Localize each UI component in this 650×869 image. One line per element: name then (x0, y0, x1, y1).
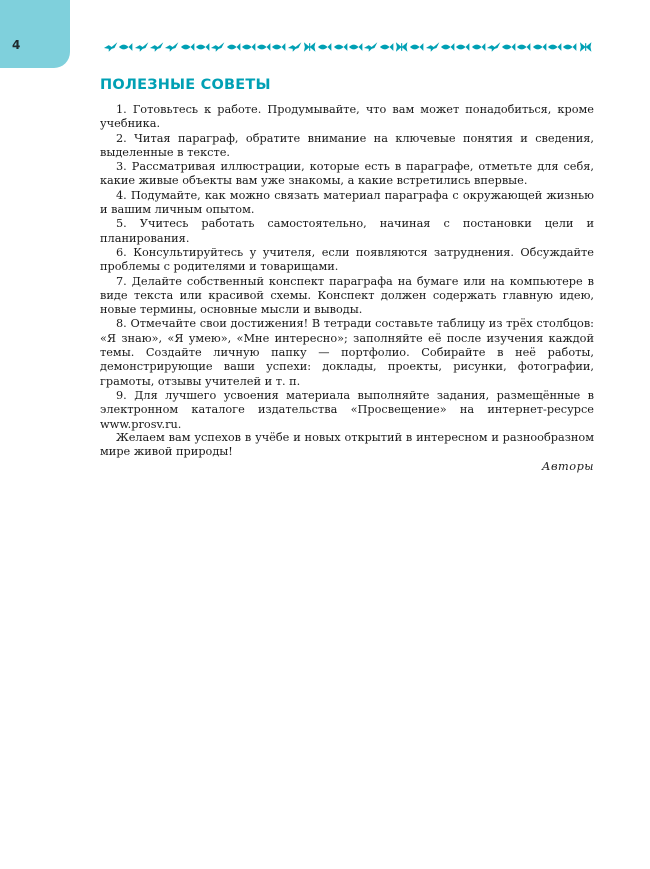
authors-signature: Авторы (541, 460, 594, 473)
bird-icon (287, 40, 302, 54)
closing-wish: Желаем вам успехов в учёбе и новых открытий в интересном и разнообразном мире живой природы! (100, 431, 594, 459)
bird-icon (149, 40, 164, 54)
tips-list (100, 103, 594, 432)
bird-icon (425, 40, 440, 54)
fish-icon (501, 40, 516, 54)
fish-icon (532, 40, 547, 54)
fish-icon (562, 40, 577, 54)
fish-icon (379, 40, 394, 54)
bird-icon (210, 40, 225, 54)
fish-icon (516, 40, 531, 54)
fish-icon (547, 40, 562, 54)
page-tab (0, 0, 70, 68)
fish-icon (180, 40, 195, 54)
bird-icon (103, 40, 118, 54)
butterfly-icon (578, 40, 593, 54)
fish-icon (226, 40, 241, 54)
fish-icon (348, 40, 363, 54)
fish-icon (471, 40, 486, 54)
tip-item: 8. Отмечайте свои достижения! В тетради составьте таблицу из трёх столбцов: «Я знаю», «Я умею», «Мне интересно»; заполняйте её после изучения каждой темы. Создайте личную папку — портфолио. Собирайте в неё работы, демонстрирующие ваши успехи: доклады, проекты, рисунки, фотографии, грамоты, отзывы учителей и т. п. (100, 317, 594, 388)
tip-item: 4. Подумайте, как можно связать материал параграфа с окружающей жизнью и вашим личным опытом. (100, 188, 594, 217)
fish-icon (409, 40, 424, 54)
tip-item: 1. Готовьтесь к работе. Продумывайте, что вам может понадобиться, кроме учебника. (100, 103, 594, 131)
butterfly-icon (302, 40, 317, 54)
fish-icon (195, 40, 210, 54)
fish-icon (440, 40, 455, 54)
tip-item: 9. Для лучшего усвоения материала выполняйте задания, размещённые в электронном каталоге издательства «Просвещение» на интернет-ресурсе www.prosv.ru. (100, 388, 594, 431)
tip-item: 6. Консультируйтесь у учителя, если появляются затруднения. Обсуждайте проблемы с родителями и товарищами. (100, 245, 594, 274)
fish-icon (455, 40, 470, 54)
fish-icon (256, 40, 271, 54)
butterfly-icon (394, 40, 409, 54)
section-title: ПОЛЕЗНЫЕ СОВЕТЫ (100, 77, 271, 93)
tip-item: 2. Читая параграф, обратите внимание на ключевые понятия и сведения, выделенные в тексте. (100, 131, 594, 159)
fish-icon (118, 40, 133, 54)
tip-item: 7. Делайте собственный конспект параграфа на бумаге или на компьютере в виде текста или красивой схемы. Конспект должен содержать главную идею, новые термины, основные мысли и выводы. (100, 274, 594, 317)
fish-icon (317, 40, 332, 54)
page-number: 4 (12, 38, 21, 52)
bird-icon (363, 40, 378, 54)
fish-icon (241, 40, 256, 54)
animal-decor-strip (103, 39, 593, 55)
bird-icon (164, 40, 179, 54)
fish-icon (333, 40, 348, 54)
tip-item: 5. Учитесь работать самостоятельно, начиная с постановки цели и планирования. (100, 217, 594, 245)
fish-icon (271, 40, 286, 54)
tip-item: 3. Рассматривая иллюстрации, которые есть в параграфе, отметьте для себя, какие живые объекты вам уже знакомы, а какие встретились впервые. (100, 160, 594, 188)
bird-icon (486, 40, 501, 54)
bird-icon (134, 40, 149, 54)
